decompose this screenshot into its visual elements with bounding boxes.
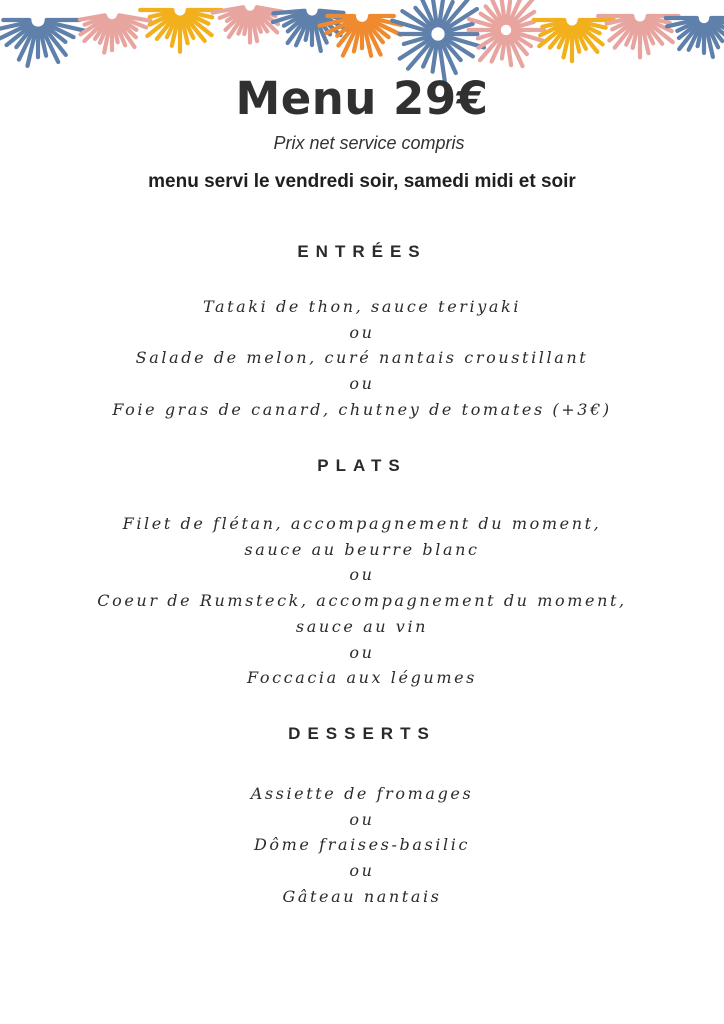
palm-leaf-icon	[392, 0, 484, 81]
or-separator: ou	[349, 861, 375, 881]
dish-line: Coeur de Rumsteck, accompagnement du moment,	[97, 591, 627, 611]
menu-title: Menu 29€	[235, 72, 489, 125]
palm-leaf-icon	[140, 10, 221, 52]
service-schedule: menu servi le vendredi soir, samedi midi et soir	[148, 171, 576, 192]
palm-leaf-icon	[0, 20, 85, 66]
or-separator: ou	[349, 374, 375, 394]
dish-line: Gâteau nantais	[282, 886, 442, 906]
or-separator: ou	[349, 565, 375, 585]
dish-line: sauce au vin	[295, 616, 429, 636]
palm-leaf-icon	[598, 16, 678, 57]
section-heading-desserts: DESSERTS	[288, 724, 436, 743]
section-heading-entrees: ENTRÉES	[297, 242, 427, 261]
dish-line: Foccacia aux légumes	[247, 668, 477, 688]
palm-leaf-icon	[534, 20, 614, 61]
dish-line: Dôme fraises-basilic	[253, 835, 470, 855]
or-separator: ou	[349, 809, 375, 829]
dish-line: Filet de flétan, accompagnement du moment,	[122, 514, 602, 533]
desserts-list	[0, 781, 724, 910]
palm-leaf-icon	[80, 15, 151, 52]
or-separator: ou	[349, 642, 375, 662]
section-heading-plats: PLATS	[317, 456, 407, 475]
or-separator: ou	[349, 322, 375, 342]
dish-line: Foie gras de canard, chutney de tomates (+3€)	[112, 399, 612, 419]
price-note: Prix net service compris	[273, 133, 465, 153]
palm-leaf-icon	[469, 0, 544, 66]
dish-line: sauce au beurre blanc	[244, 539, 480, 559]
dish-line: Salade de melon, curé nantais croustillant	[135, 348, 589, 368]
dish-line: Tataki de thon, sauce teriyaki	[202, 297, 522, 316]
palm-leaf-icon	[666, 18, 724, 57]
dish-line: Assiette de fromages	[250, 784, 474, 803]
palm-leaf-icon	[320, 16, 402, 56]
plats-list	[0, 511, 724, 691]
entrees-list	[0, 294, 724, 423]
